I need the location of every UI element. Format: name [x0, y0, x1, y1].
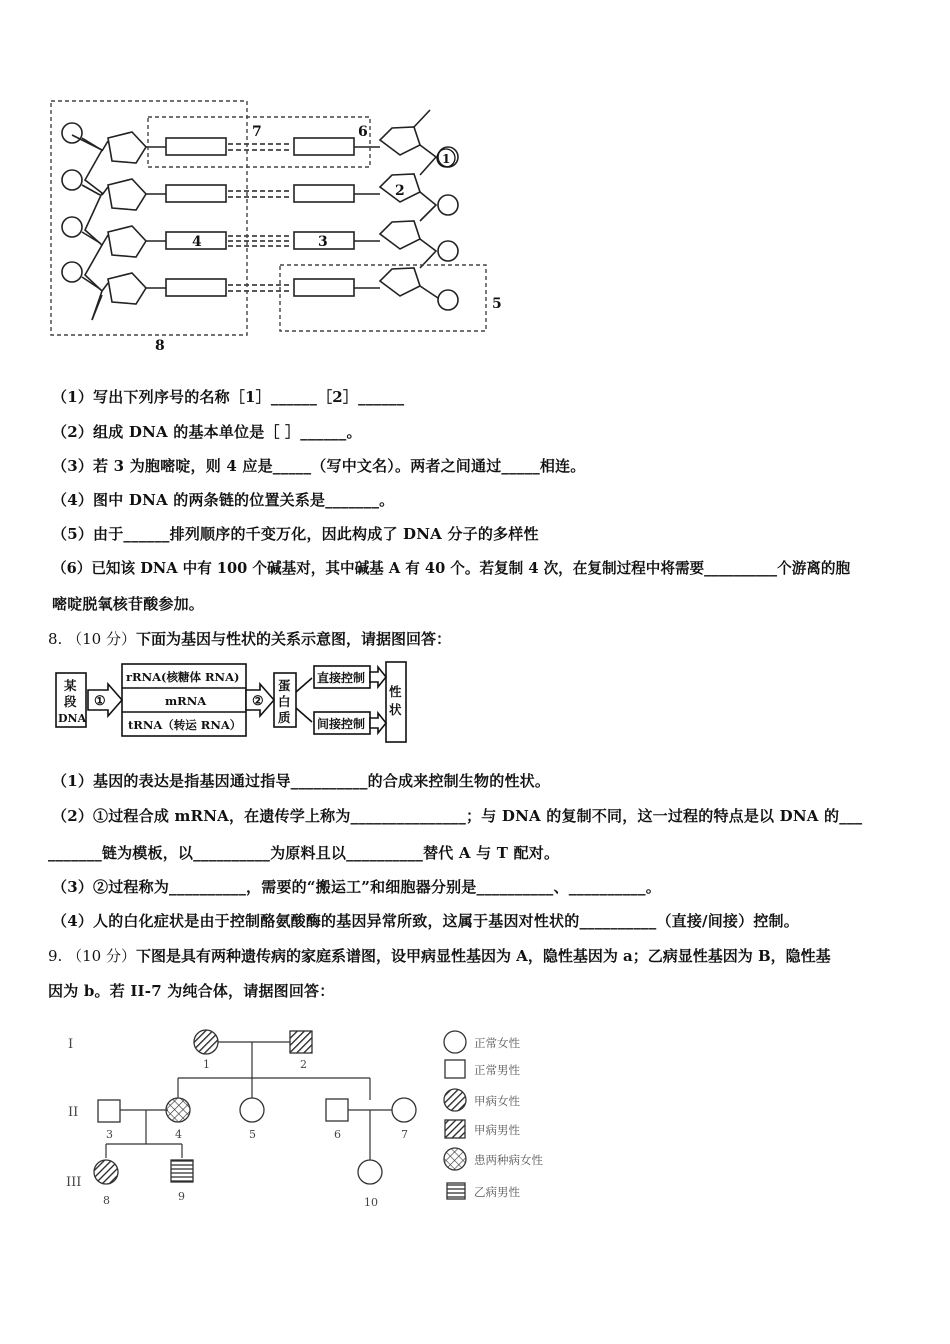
legend-a-female-symbol [444, 1089, 466, 1111]
individual-8 [94, 1160, 118, 1184]
individual-4 [166, 1098, 190, 1122]
legend-both-female-symbol [444, 1148, 466, 1170]
dna-structure-diagram [40, 95, 510, 360]
q8-number: 8. [48, 630, 63, 648]
step2-label: ② [252, 694, 264, 709]
id-1: 1 [203, 1058, 210, 1071]
q9-stem-line2: 因为 b。若 II-7 为纯合体，请据图回答： [48, 982, 335, 1000]
label-6: 6 [358, 124, 368, 140]
mrna-label: mRNA [165, 694, 207, 708]
legend-a-male-symbol [445, 1120, 465, 1138]
direct-control-label: 直接控制 [317, 671, 366, 685]
legend-normal-female-symbol [444, 1031, 466, 1053]
individual-2 [290, 1031, 312, 1053]
label-2: 2 [395, 183, 405, 199]
generation-I: I [68, 1037, 74, 1052]
q9-number: 9. [48, 947, 63, 965]
q7-item-1: （1）写出下列序号的名称［1］______［2］______ [52, 388, 405, 406]
protein-char-1: 蛋 [278, 678, 291, 693]
dashed-box-8 [51, 101, 247, 335]
q9-stem-line1: 下图是具有两种遗传病的家庭系谱图，设甲病显性基因为 A，隐性基因为 a；乙病显性基因为 B，隐性基 [135, 947, 831, 965]
id-7: 7 [401, 1128, 408, 1141]
individual-7 [392, 1098, 416, 1122]
q7-item-6-cont: 嘧啶脱氧核苷酸参加。 [52, 595, 205, 613]
label-7: 7 [252, 124, 262, 140]
label-8: 8 [155, 338, 165, 354]
id-8: 8 [103, 1194, 110, 1207]
q7-item-5: （5）由于______排列顺序的千变万化，因此构成了 DNA 分子的多样性 [52, 525, 539, 543]
pedigree-chart [60, 1020, 590, 1220]
dna-box-char-3: DNA [58, 712, 87, 725]
label-3: 3 [318, 234, 328, 250]
legend-b-male-symbol [447, 1183, 465, 1199]
legend-normal-female: 正常女性 [474, 1036, 520, 1050]
q9-score: （10 分） [67, 947, 136, 965]
id-3: 3 [106, 1128, 113, 1141]
trna-label: tRNA（转运 RNA） [128, 718, 242, 732]
trait-char-1: 性 [389, 684, 402, 699]
id-9: 9 [178, 1190, 185, 1203]
dna-box-char-1: 某 [64, 678, 77, 693]
legend-b-male: 乙病男性 [474, 1185, 520, 1199]
id-6: 6 [334, 1128, 341, 1141]
rrna-label: rRNA(核糖体 RNA) [126, 670, 240, 684]
id-5: 5 [249, 1128, 256, 1141]
q8-header [48, 628, 451, 649]
individual-9 [171, 1160, 193, 1182]
q9-header [48, 945, 831, 966]
legend-a-female: 甲病女性 [474, 1094, 520, 1108]
protein-char-2: 白 [278, 694, 291, 709]
label-5: 5 [492, 296, 502, 312]
q8-item-2-cont: _______链为模板，以__________为原料且以__________替代 A 与 T 配对。 [48, 844, 560, 862]
legend-normal-male: 正常男性 [474, 1063, 520, 1077]
id-10: 10 [364, 1196, 378, 1209]
legend-both-female: 患两种病女性 [474, 1153, 543, 1167]
step1-label: ① [94, 694, 106, 709]
legend-a-male: 甲病男性 [474, 1123, 520, 1137]
q7-item-3: （3）若 3 为胞嘧啶，则 4 应是_____（写中文名）。两者之间通过_____相连。 [52, 457, 586, 475]
q8-score: （10 分） [67, 630, 136, 648]
q7-item-4: （4）图中 DNA 的两条链的位置关系是_______。 [52, 491, 395, 509]
individual-10 [358, 1160, 382, 1184]
dna-box-char-2: 段 [64, 694, 77, 709]
trait-char-2: 状 [389, 702, 402, 717]
label-4: 4 [192, 234, 202, 250]
gene-trait-diagram [50, 660, 420, 745]
dashed-box-5 [280, 265, 486, 331]
q7-item-2: （2）组成 DNA 的基本单位是［ ］______。 [52, 423, 362, 441]
q8-item-3: （3）②过程称为__________，需要的“搬运工”和细胞器分别是__________、__________。 [52, 878, 661, 896]
q8-item-1: （1）基因的表达是指基因通过指导__________的合成来控制生物的性状。 [52, 772, 551, 790]
q7-item-6: （6）已知该 DNA 中有 100 个碱基对，其中碱基 A 有 40 个。若复制 4 次，在复制过程中将需要__________个游离的胞 [52, 560, 851, 577]
q8-stem: 下面为基因与性状的关系示意图，请据图回答： [135, 630, 451, 648]
legend-normal-male-symbol [445, 1060, 465, 1078]
individual-1 [194, 1030, 218, 1054]
individual-5 [240, 1098, 264, 1122]
q8-item-4: （4）人的白化症状是由于控制酪氨酸酶的基因异常所致，这属于基因对性状的__________（直接/间接）控制。 [52, 912, 799, 930]
protein-char-3: 质 [278, 710, 291, 725]
label-1: 1 [442, 152, 451, 166]
q8-item-2: （2）①过程合成 mRNA，在遗传学上称为_______________；与 DNA 的复制不同，这一过程的特点是以 DNA 的___ [52, 807, 863, 825]
generation-II: II [68, 1105, 79, 1120]
id-2: 2 [300, 1058, 307, 1071]
generation-III: III [66, 1175, 82, 1190]
indirect-control-label: 间接控制 [317, 717, 366, 731]
individual-6 [326, 1099, 348, 1121]
phosphate-circle [62, 123, 82, 143]
individual-3 [98, 1100, 120, 1122]
id-4: 4 [175, 1128, 182, 1141]
